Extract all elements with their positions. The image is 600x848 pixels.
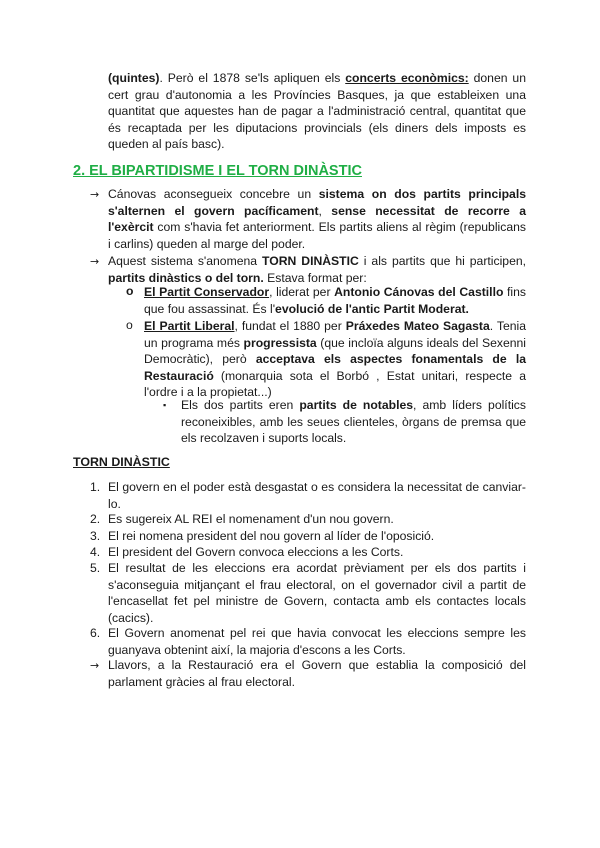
arrow-icon: → [90,255,100,268]
final-paragraph: Llavors, a la Restauració era el Govern que establia la composició del parlament gràcies al frau electoral. [108,658,526,689]
p2-b: TORN DINÀSTIC [262,254,359,268]
paragraph-torn [108,253,526,286]
item-notables [181,397,526,447]
p2-a: Aquest sistema s'anomena [108,254,263,268]
p1-a: Cánovas aconsegueix concebre un [108,187,319,201]
item-conservador [144,284,526,317]
notables-c: , amb líders polítics reconeixibles, amb les seues clienteles, òrgans de premsa que els recolzaven i suports locals. [181,398,526,446]
liberal-founder: Práxedes Mateo Sagasta [345,319,490,333]
step-item: El president del Govern convoca eleccions a les Corts. [108,545,404,559]
item-liberal [144,318,526,401]
liberal-acceptava: acceptava els aspectes fonamentals de la Restauració [144,352,526,383]
p1-c: , [318,203,332,218]
conservador-d: fins que fou assassinat. És l' [144,285,526,316]
subheading-torn: TORN DINÀSTIC [73,455,170,469]
intro-paragraph [108,70,526,153]
step-item: El govern en el poder està desgastat o es considera la necessitat de canviar-lo. [108,480,526,511]
liberal-b: , fundat el 1880 per [234,319,346,333]
paragraph-canovas [108,186,526,252]
p1-e: com s'havia fet anteriorment. Els partits aliens al règim (republicans i carlins) queden al marge del poder. [108,220,526,251]
step-number: 1. [90,480,101,494]
intro-concerts: concerts econòmics: [345,71,469,85]
arrow-icon: → [90,659,100,672]
step-item: El resultat de les eleccions era acordat prèviament per els dos partits i s'aconseguia mitjançant el frau electoral, on el governador civil a partit de l'encasellat fet pel ministre de Govern, contacta amb els contactes locals (cacics). [108,561,526,625]
step-item: El Govern anomenat pel rei que havia convocat les eleccions sempre les guanyava obtenint així, la majoria d'escons a les Corts. [108,626,526,657]
notables-b: partits de notables [299,398,414,412]
conservador-e: evolució de l'antic Partit Moderat. [275,301,469,316]
arrow-icon: → [90,188,100,201]
p2-c: i als partits que hi participen, [358,254,527,268]
step-number: 4. [90,545,101,559]
p1-d: sense necessitat de recorre a l'exèrcit [108,203,526,235]
liberal-d: . Tenia un programa més [144,319,526,350]
notables-a: Els dos partits eren [181,398,300,412]
liberal-name: El Partit Liberal [144,319,235,333]
step-item: Es sugereix AL REI el nomenament d'un nou govern. [108,512,394,526]
intro-quintes: (quintes) [108,71,160,85]
step-number: 5. [90,561,101,575]
liberal-f: (que incloïa alguns ideals del Sexenni Democràtic), però [144,335,526,367]
intro-text-a: . Però el 1878 se'ls apliquen els [159,71,346,85]
step-item: El rei nomena president del nou govern al líder de l'oposició. [108,529,435,543]
section-heading: 2. EL BIPARTIDISME I EL TORN DINÀSTIC [73,163,362,179]
p2-e: Estava format per: [263,270,367,285]
p2-d: partits dinàstics o del torn. [108,270,264,285]
step-number: 2. [90,512,101,526]
liberal-h: (monarquia sota el Borbó , Estat unitari, respecte a l'ordre i a la propietat...) [144,368,526,400]
conservador-b: , liderat per [269,285,335,299]
p1-b: sistema on dos partits principals s'alternen el govern pacíficament [108,187,526,218]
conservador-leader: Antonio Cánovas del Castillo [334,285,504,299]
step-number: 3. [90,529,101,543]
bullet-icon: o [126,284,134,298]
intro-text-b: donen un cert grau d'autonomia a les Províncies Basques, ja que estableixen una quantitat que aquestes han de pagar a l'administració central, quantitat que és recaptada per les diputacions provincials (els diners dels imposts es queden al país basc). [108,71,526,152]
step-number: 6. [90,626,101,640]
square-bullet-icon: ▪ [163,400,167,410]
liberal-progressista: progressista [243,335,317,350]
conservador-name: El Partit Conservador [144,285,270,299]
bullet-icon: o [126,318,133,332]
